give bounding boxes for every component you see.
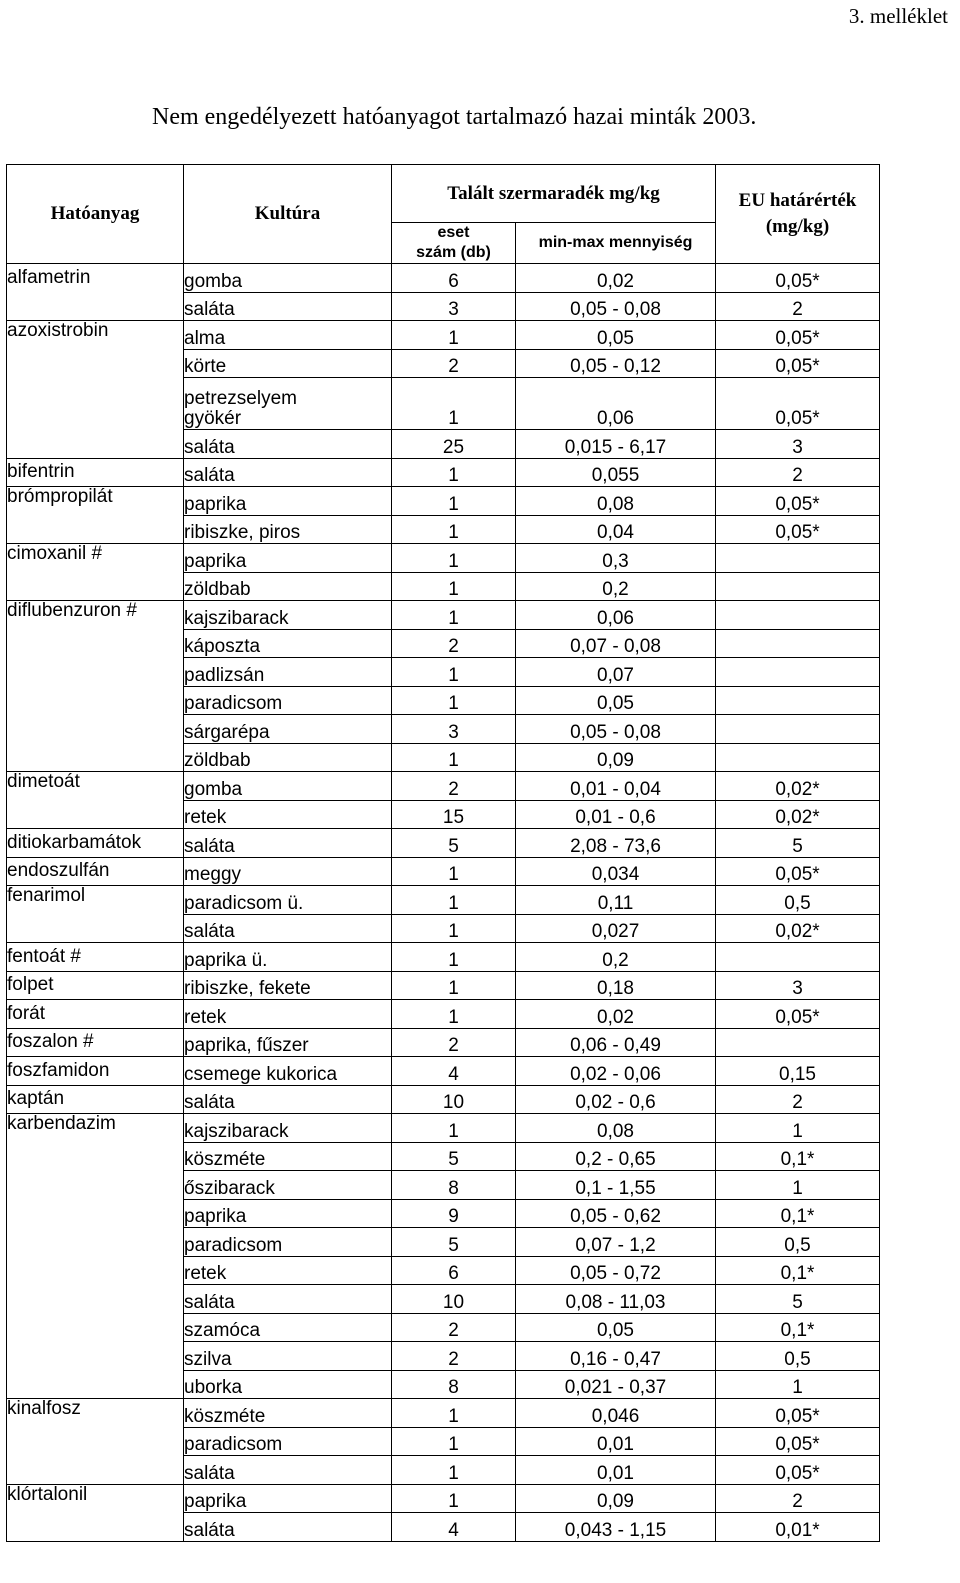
table-row (7, 857, 880, 886)
cell-kultura: retek (184, 1256, 392, 1285)
cell-hatoanyag (7, 1199, 184, 1228)
cell-hatoanyag: ditiokarbamátok (7, 829, 184, 858)
cell-hatoanyag: alfametrin (7, 264, 184, 293)
table-row (7, 1399, 880, 1428)
cell-eset-szam: 3 (392, 715, 516, 744)
cell-minmax: 0,07 (516, 658, 716, 687)
table-row (7, 1114, 880, 1143)
table-row (7, 1085, 880, 1114)
cell-minmax: 0,046 (516, 1399, 716, 1428)
cell-minmax: 0,2 (516, 572, 716, 601)
cell-kultura: zöldbab (184, 572, 392, 601)
cell-eset-szam: 10 (392, 1285, 516, 1314)
cell-hatoanyag: diflubenzuron # (7, 601, 184, 630)
cell-hatoanyag: fenarimol (7, 886, 184, 915)
cell-hatoanyag: azoxistrobin (7, 321, 184, 350)
cell-kultura: saláta (184, 1285, 392, 1314)
cell-kultura: padlizsán (184, 658, 392, 687)
cell-minmax: 0,02 (516, 1000, 716, 1029)
cell-kultura: saláta (184, 430, 392, 459)
cell-kultura: retek (184, 1000, 392, 1029)
cell-kultura: gomba (184, 264, 392, 293)
cell-eu (716, 715, 880, 744)
cell-minmax: 0,021 - 0,37 (516, 1370, 716, 1399)
cell-minmax: 0,05 - 0,08 (516, 292, 716, 321)
cell-minmax: 0,11 (516, 886, 716, 915)
cell-kultura: petrezselyem gyökér (184, 378, 392, 430)
cell-kultura: retek (184, 800, 392, 829)
cell-kultura: paprika (184, 1484, 392, 1513)
cell-hatoanyag: folpet (7, 971, 184, 1000)
cell-eu: 1 (716, 1370, 880, 1399)
cell-hatoanyag (7, 1370, 184, 1399)
cell-minmax: 0,3 (516, 544, 716, 573)
table-row (7, 1313, 880, 1342)
table-row (7, 572, 880, 601)
cell-eset-szam: 1 (392, 686, 516, 715)
header-eu: EU határérték (mg/kg) (716, 165, 880, 264)
cell-eset-szam: 4 (392, 1513, 516, 1542)
table-row (7, 943, 880, 972)
cell-hatoanyag (7, 1342, 184, 1371)
cell-eu: 0,1* (716, 1199, 880, 1228)
cell-kultura: saláta (184, 292, 392, 321)
cell-eu: 3 (716, 971, 880, 1000)
cell-eu: 1 (716, 1114, 880, 1143)
table-row (7, 1370, 880, 1399)
cell-kultura: saláta (184, 458, 392, 487)
table-row (7, 914, 880, 943)
cell-eu: 0,15 (716, 1057, 880, 1086)
cell-eset-szam: 1 (392, 971, 516, 1000)
cell-eset-szam: 5 (392, 1142, 516, 1171)
cell-kultura: kajszibarack (184, 1114, 392, 1143)
cell-eu: 2 (716, 1484, 880, 1513)
cell-eset-szam: 8 (392, 1171, 516, 1200)
cell-eset-szam: 3 (392, 292, 516, 321)
page-title: Nem engedélyezett hatóanyagot tartalmazó hazai minták 2003. (152, 104, 757, 130)
cell-minmax: 0,01 - 0,6 (516, 800, 716, 829)
cell-eu: 5 (716, 829, 880, 858)
cell-eu: 1 (716, 1171, 880, 1200)
cell-eset-szam: 25 (392, 430, 516, 459)
cell-minmax: 0,05 - 0,62 (516, 1199, 716, 1228)
table-row (7, 1171, 880, 1200)
cell-hatoanyag: karbendazim (7, 1114, 184, 1143)
cell-eu: 0,05* (716, 857, 880, 886)
cell-kultura: szamóca (184, 1313, 392, 1342)
table-row (7, 378, 880, 430)
table-row (7, 1513, 880, 1542)
cell-minmax: 0,02 (516, 264, 716, 293)
cell-eu: 0,1* (716, 1313, 880, 1342)
table-row (7, 800, 880, 829)
cell-eu: 3 (716, 430, 880, 459)
table-row (7, 686, 880, 715)
cell-eset-szam: 1 (392, 378, 516, 430)
table-row (7, 1427, 880, 1456)
cell-hatoanyag (7, 1513, 184, 1542)
cell-hatoanyag (7, 572, 184, 601)
table-row (7, 1028, 880, 1057)
cell-eu: 0,05* (716, 264, 880, 293)
cell-minmax: 0,034 (516, 857, 716, 886)
cell-minmax: 0,07 - 1,2 (516, 1228, 716, 1257)
cell-eu: 0,01* (716, 1513, 880, 1542)
cell-hatoanyag (7, 1256, 184, 1285)
cell-eset-szam: 1 (392, 1399, 516, 1428)
cell-hatoanyag (7, 1285, 184, 1314)
cell-eset-szam: 1 (392, 321, 516, 350)
cell-eu: 0,05* (716, 487, 880, 516)
cell-kultura: paradicsom (184, 1427, 392, 1456)
cell-hatoanyag (7, 743, 184, 772)
cell-kultura: paradicsom ü. (184, 886, 392, 915)
cell-eu: 0,02* (716, 772, 880, 801)
cell-eset-szam: 2 (392, 349, 516, 378)
cell-hatoanyag: forát (7, 1000, 184, 1029)
cell-eset-szam: 1 (392, 487, 516, 516)
cell-eu: 0,1* (716, 1256, 880, 1285)
cell-kultura: paprika (184, 487, 392, 516)
cell-eu (716, 943, 880, 972)
cell-eset-szam: 1 (392, 857, 516, 886)
cell-kultura: körte (184, 349, 392, 378)
table-row (7, 264, 880, 293)
table-row (7, 1456, 880, 1485)
cell-hatoanyag (7, 349, 184, 378)
cell-kultura: zöldbab (184, 743, 392, 772)
table-row (7, 487, 880, 516)
cell-kultura: uborka (184, 1370, 392, 1399)
cell-minmax: 0,04 (516, 515, 716, 544)
cell-eu (716, 572, 880, 601)
cell-hatoanyag: foszfamidon (7, 1057, 184, 1086)
cell-kultura: köszméte (184, 1399, 392, 1428)
cell-minmax: 2,08 - 73,6 (516, 829, 716, 858)
cell-kultura: őszibarack (184, 1171, 392, 1200)
table-row (7, 349, 880, 378)
cell-minmax: 0,2 (516, 943, 716, 972)
cell-eu (716, 1028, 880, 1057)
cell-minmax: 0,06 (516, 378, 716, 430)
cell-minmax: 0,01 - 0,04 (516, 772, 716, 801)
table-row (7, 1228, 880, 1257)
header-talalt: Talált szermaradék mg/kg (392, 165, 716, 223)
table-row (7, 629, 880, 658)
cell-eset-szam: 2 (392, 1028, 516, 1057)
cell-minmax: 0,015 - 6,17 (516, 430, 716, 459)
cell-hatoanyag: dimetoát (7, 772, 184, 801)
cell-eset-szam: 1 (392, 1427, 516, 1456)
cell-kultura: saláta (184, 914, 392, 943)
cell-eset-szam: 1 (392, 458, 516, 487)
cell-minmax: 0,055 (516, 458, 716, 487)
cell-hatoanyag: kinalfosz (7, 1399, 184, 1428)
cell-minmax: 0,05 (516, 1313, 716, 1342)
table-row (7, 321, 880, 350)
cell-eu (716, 544, 880, 573)
table-row (7, 544, 880, 573)
cell-minmax: 0,01 (516, 1456, 716, 1485)
cell-eset-szam: 5 (392, 1228, 516, 1257)
cell-hatoanyag: kaptán (7, 1085, 184, 1114)
cell-eu: 0,1* (716, 1142, 880, 1171)
cell-eset-szam: 1 (392, 743, 516, 772)
table-row (7, 1484, 880, 1513)
cell-eu (716, 743, 880, 772)
table-row (7, 1142, 880, 1171)
cell-eset-szam: 1 (392, 1484, 516, 1513)
cell-eu: 0,05* (716, 349, 880, 378)
cell-kultura: paprika (184, 1199, 392, 1228)
cell-hatoanyag (7, 378, 184, 430)
cell-minmax: 0,05 (516, 686, 716, 715)
cell-eset-szam: 15 (392, 800, 516, 829)
cell-eu: 0,02* (716, 800, 880, 829)
cell-eu (716, 601, 880, 630)
cell-kultura: káposzta (184, 629, 392, 658)
cell-eset-szam: 1 (392, 886, 516, 915)
cell-minmax: 0,05 - 0,08 (516, 715, 716, 744)
header-eset-szam: eset szám (db) (392, 223, 516, 264)
cell-hatoanyag (7, 292, 184, 321)
cell-minmax: 0,18 (516, 971, 716, 1000)
table-row (7, 601, 880, 630)
cell-eu (716, 629, 880, 658)
cell-kultura: paradicsom (184, 686, 392, 715)
cell-hatoanyag (7, 686, 184, 715)
cell-hatoanyag: endoszulfán (7, 857, 184, 886)
cell-minmax: 0,05 - 0,12 (516, 349, 716, 378)
cell-kultura: gomba (184, 772, 392, 801)
cell-eset-szam: 1 (392, 914, 516, 943)
cell-minmax: 0,1 - 1,55 (516, 1171, 716, 1200)
cell-eu: 0,05* (716, 378, 880, 430)
cell-minmax: 0,08 (516, 1114, 716, 1143)
cell-minmax: 0,02 - 0,6 (516, 1085, 716, 1114)
cell-hatoanyag (7, 1142, 184, 1171)
table-row (7, 430, 880, 459)
table-row (7, 772, 880, 801)
cell-hatoanyag (7, 715, 184, 744)
cell-hatoanyag (7, 1171, 184, 1200)
cell-hatoanyag (7, 430, 184, 459)
cell-eset-szam: 1 (392, 601, 516, 630)
cell-minmax: 0,027 (516, 914, 716, 943)
residue-table (6, 164, 880, 1542)
cell-eu: 0,05* (716, 1427, 880, 1456)
cell-minmax: 0,05 - 0,72 (516, 1256, 716, 1285)
cell-eset-szam: 2 (392, 772, 516, 801)
cell-eu (716, 658, 880, 687)
table-body (7, 264, 880, 1542)
cell-kultura: paprika, fűszer (184, 1028, 392, 1057)
cell-minmax: 0,05 (516, 321, 716, 350)
cell-hatoanyag: brómpropilát (7, 487, 184, 516)
cell-eu: 5 (716, 1285, 880, 1314)
table-row (7, 743, 880, 772)
cell-kultura: paradicsom (184, 1228, 392, 1257)
table-row (7, 715, 880, 744)
cell-eu: 0,5 (716, 1228, 880, 1257)
cell-kultura: paprika ü. (184, 943, 392, 972)
cell-eu: 0,05* (716, 1456, 880, 1485)
cell-eu: 2 (716, 1085, 880, 1114)
cell-hatoanyag: cimoxanil # (7, 544, 184, 573)
table-row (7, 1285, 880, 1314)
cell-eset-szam: 1 (392, 1456, 516, 1485)
cell-eu: 0,05* (716, 1399, 880, 1428)
cell-kultura: csemege kukorica (184, 1057, 392, 1086)
cell-eset-szam: 1 (392, 515, 516, 544)
cell-eu: 0,05* (716, 321, 880, 350)
cell-eset-szam: 1 (392, 1000, 516, 1029)
cell-kultura: köszméte (184, 1142, 392, 1171)
cell-eu: 2 (716, 292, 880, 321)
cell-hatoanyag (7, 914, 184, 943)
cell-kultura: ribiszke, piros (184, 515, 392, 544)
cell-eset-szam: 6 (392, 264, 516, 293)
cell-hatoanyag (7, 800, 184, 829)
cell-eset-szam: 1 (392, 572, 516, 601)
cell-minmax: 0,01 (516, 1427, 716, 1456)
cell-hatoanyag (7, 1427, 184, 1456)
cell-eu: 0,02* (716, 914, 880, 943)
cell-eset-szam: 6 (392, 1256, 516, 1285)
table-row (7, 515, 880, 544)
cell-hatoanyag: fentoát # (7, 943, 184, 972)
cell-eset-szam: 2 (392, 1313, 516, 1342)
cell-hatoanyag (7, 1313, 184, 1342)
cell-eset-szam: 1 (392, 544, 516, 573)
cell-eu: 0,5 (716, 1342, 880, 1371)
table-row (7, 886, 880, 915)
cell-hatoanyag (7, 1228, 184, 1257)
header-hatoanyag: Hatóanyag (7, 165, 184, 264)
table-row (7, 1342, 880, 1371)
cell-eu: 0,05* (716, 1000, 880, 1029)
cell-minmax: 0,043 - 1,15 (516, 1513, 716, 1542)
cell-eu: 0,05* (716, 515, 880, 544)
table-row (7, 1199, 880, 1228)
cell-eset-szam: 1 (392, 943, 516, 972)
cell-kultura: alma (184, 321, 392, 350)
cell-kultura: meggy (184, 857, 392, 886)
cell-eu: 0,5 (716, 886, 880, 915)
cell-minmax: 0,07 - 0,08 (516, 629, 716, 658)
cell-minmax: 0,09 (516, 1484, 716, 1513)
cell-hatoanyag (7, 658, 184, 687)
cell-minmax: 0,16 - 0,47 (516, 1342, 716, 1371)
table-row (7, 1000, 880, 1029)
cell-eu: 2 (716, 458, 880, 487)
cell-kultura: szilva (184, 1342, 392, 1371)
cell-hatoanyag (7, 629, 184, 658)
cell-hatoanyag: klórtalonil (7, 1484, 184, 1513)
cell-minmax: 0,06 - 0,49 (516, 1028, 716, 1057)
table-row (7, 829, 880, 858)
cell-eset-szam: 10 (392, 1085, 516, 1114)
cell-hatoanyag: bifentrin (7, 458, 184, 487)
cell-hatoanyag: foszalon # (7, 1028, 184, 1057)
cell-minmax: 0,08 (516, 487, 716, 516)
cell-minmax: 0,09 (516, 743, 716, 772)
table-row (7, 1057, 880, 1086)
cell-kultura: kajszibarack (184, 601, 392, 630)
cell-minmax: 0,06 (516, 601, 716, 630)
cell-hatoanyag (7, 515, 184, 544)
table-row (7, 292, 880, 321)
cell-eset-szam: 8 (392, 1370, 516, 1399)
cell-eset-szam: 1 (392, 658, 516, 687)
annex-label: 3. melléklet (848, 4, 948, 28)
cell-kultura: saláta (184, 1513, 392, 1542)
cell-eset-szam: 2 (392, 629, 516, 658)
cell-eset-szam: 5 (392, 829, 516, 858)
cell-kultura: saláta (184, 829, 392, 858)
table-row (7, 458, 880, 487)
cell-eset-szam: 4 (392, 1057, 516, 1086)
cell-minmax: 0,2 - 0,65 (516, 1142, 716, 1171)
cell-kultura: sárgarépa (184, 715, 392, 744)
cell-hatoanyag (7, 1456, 184, 1485)
cell-eset-szam: 2 (392, 1342, 516, 1371)
cell-kultura: saláta (184, 1456, 392, 1485)
cell-eset-szam: 9 (392, 1199, 516, 1228)
table-row (7, 971, 880, 1000)
cell-kultura: paprika (184, 544, 392, 573)
cell-minmax: 0,08 - 11,03 (516, 1285, 716, 1314)
table-row (7, 658, 880, 687)
cell-eset-szam: 1 (392, 1114, 516, 1143)
cell-kultura: saláta (184, 1085, 392, 1114)
table-row (7, 1256, 880, 1285)
header-minmax: min-max mennyiség (516, 223, 716, 264)
cell-eu (716, 686, 880, 715)
cell-minmax: 0,02 - 0,06 (516, 1057, 716, 1086)
cell-kultura: ribiszke, fekete (184, 971, 392, 1000)
header-kultura: Kultúra (184, 165, 392, 264)
